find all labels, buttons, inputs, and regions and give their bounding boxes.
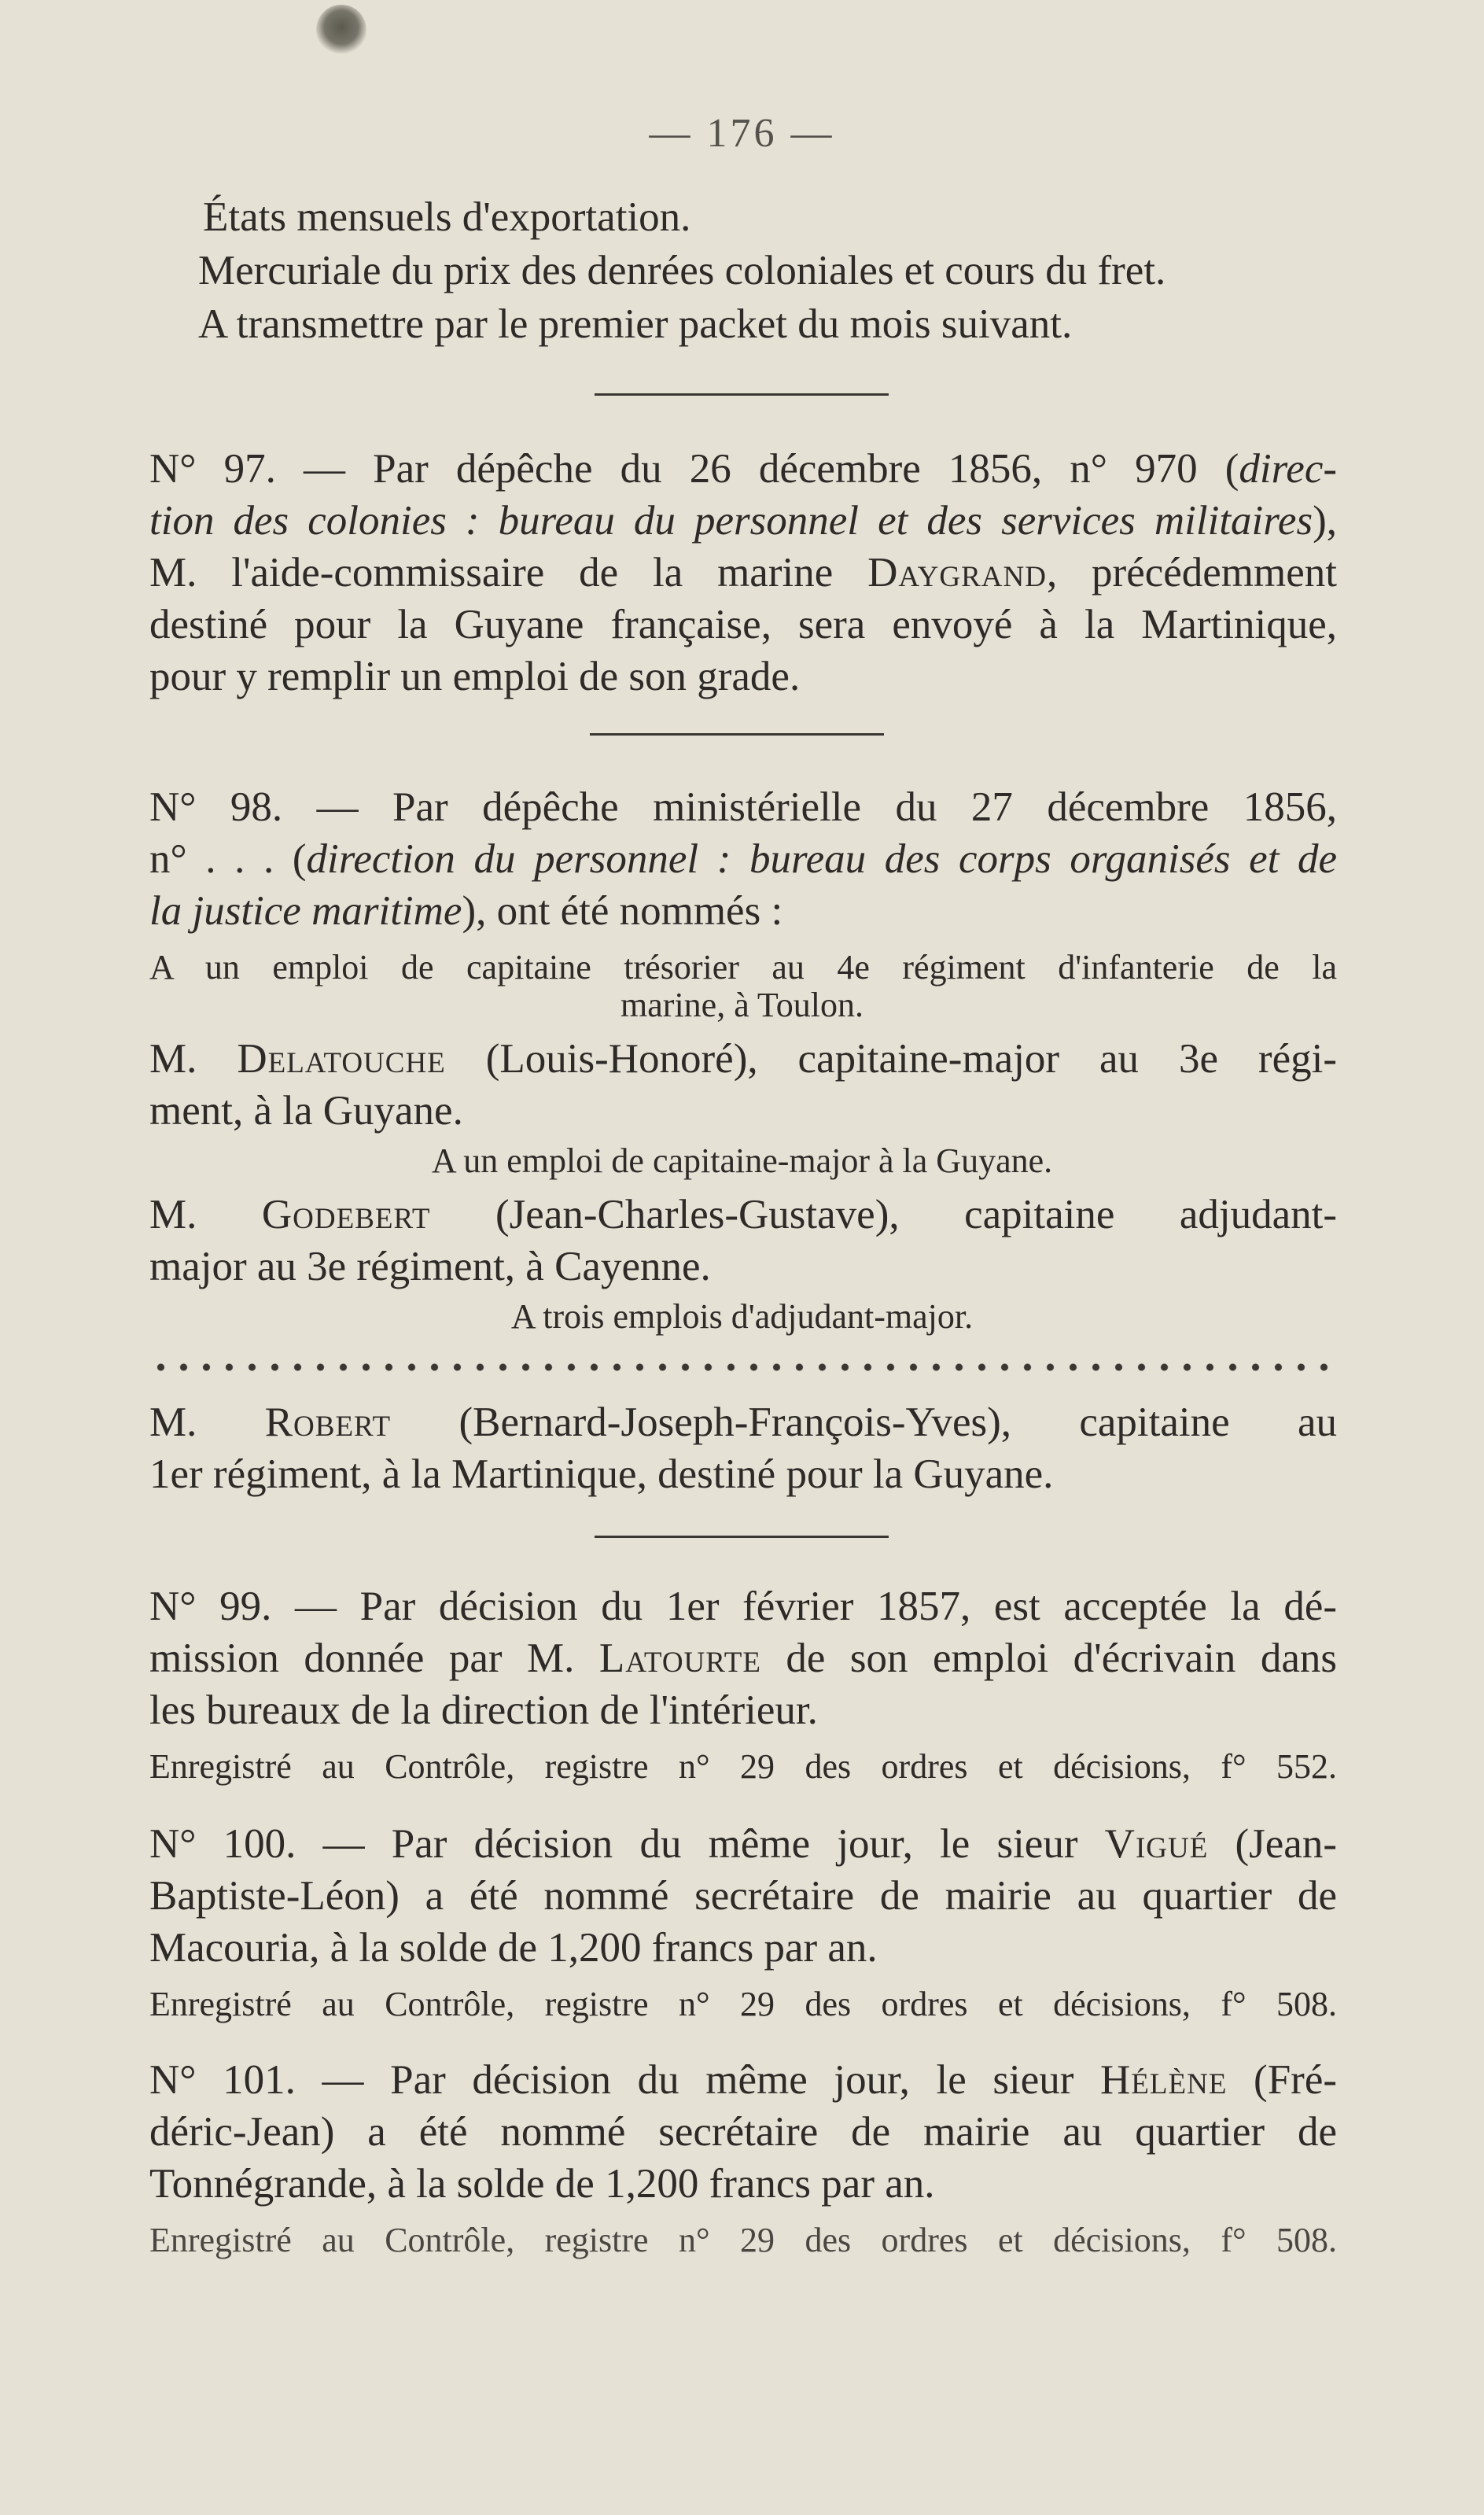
n98-person-1: M. Delatouche (Louis-Honoré), capitaine-major au 3e régi- [149,1036,1337,1082]
n100-line-3: Macouria, à la solde de 1,200 francs par an. [149,1925,878,1971]
n101-line-1: N° 101. — Par décision du même jour, le sieur Hélène (Fré- [149,2057,1337,2103]
n100-registration: Enregistré au Contrôle, registre n° 29 des ordres et décisions, f° 508. [149,1985,1337,2023]
n97-line-5: pour y remplir un emploi de son grade. [149,654,801,699]
n99-line-2: mission donnée par M. Latourte de son emploi d'écrivain dans [149,1635,1337,1681]
n99-line-1: N° 99. — Par décision du 1er février 1857, est acceptée la dé- [149,1584,1337,1629]
n98-line-1: N° 98. — Par dépêche ministérielle du 27 décembre 1856, [149,784,1337,830]
n101-registration: Enregistré au Contrôle, registre n° 29 des ordres et décisions, f° 508. [149,2221,1337,2259]
intro-line-2: Mercuriale du prix des denrées coloniales et cours du fret. [198,248,1166,293]
n98-heading-1-cont: marine, à Toulon. [620,986,864,1024]
n97-line-2: tion des colonies : bureau du personnel et des services militaires), [149,498,1337,544]
n98-person-3: M. Robert (Bernard-Joseph-François-Yves), capitaine au [149,1399,1337,1445]
n100-line-1: N° 100. — Par décision du même jour, le sieur Vigué (Jean- [149,1821,1337,1867]
n98-heading-2: A un emploi de capitaine-major à la Guyane. [431,1141,1053,1180]
n98-person-2-cont: major au 3e régiment, à Cayenne. [149,1244,711,1289]
person-name: Vigué [1104,1821,1209,1867]
person-name: Daygrand [867,550,1047,596]
separator-rule [590,733,884,736]
n97-line-1: N° 97. — Par dépêche du 26 décembre 1856, n° 970 (direc- [149,446,1337,492]
n98-person-2: M. Godebert (Jean-Charles-Gustave), capitaine adjudant- [149,1192,1337,1237]
person-name: Robert [264,1399,392,1445]
n98-line-3: la justice maritime), ont été nommés : [149,888,783,934]
person-name: Latourte [598,1635,761,1681]
page-number: — 176 — [649,111,835,156]
separator-rule [595,393,889,396]
n100-line-2: Baptiste-Léon) a été nommé secrétaire de mairie au quartier de [149,1873,1337,1919]
n99-registration: Enregistré au Contrôle, registre n° 29 des ordres et décisions, f° 552. [149,1747,1337,1786]
n101-line-3: Tonnégrande, à la solde de 1,200 francs par an. [149,2161,935,2207]
intro-line-3: A transmettre par le premier packet du mois suivant. [198,301,1073,347]
n98-heading-1: A un emploi de capitaine trésorier au 4e régiment d'infanterie de la [149,948,1337,986]
person-name: Delatouche [237,1036,446,1082]
n98-line-2: n° . . . (direction du personnel : bureau des corps organisés et de [149,836,1337,882]
n98-person-3-cont: 1er régiment, à la Martinique, destiné pour la Guyane. [149,1451,1054,1497]
ink-blot [316,5,366,55]
n97-line-4: destiné pour la Guyane française, sera envoyé à la Martinique, [149,602,1337,647]
person-name: Godebert [261,1192,431,1237]
n99-line-3: les bureaux de la direction de l'intérieur. [149,1687,818,1733]
separator-rule [595,1536,889,1538]
intro-line-1: États mensuels d'exportation. [203,194,691,240]
person-name: Hélène [1100,2057,1228,2103]
n98-heading-3: A trois emplois d'adjudant-major. [510,1297,974,1336]
dotted-leader [149,1363,1337,1372]
n98-person-1-cont: ment, à la Guyane. [149,1088,463,1134]
n101-line-2: déric-Jean) a été nommé secrétaire de mairie au quartier de [149,2109,1337,2155]
n97-line-3: M. l'aide-commissaire de la marine Daygrand, précédemment [149,550,1337,596]
